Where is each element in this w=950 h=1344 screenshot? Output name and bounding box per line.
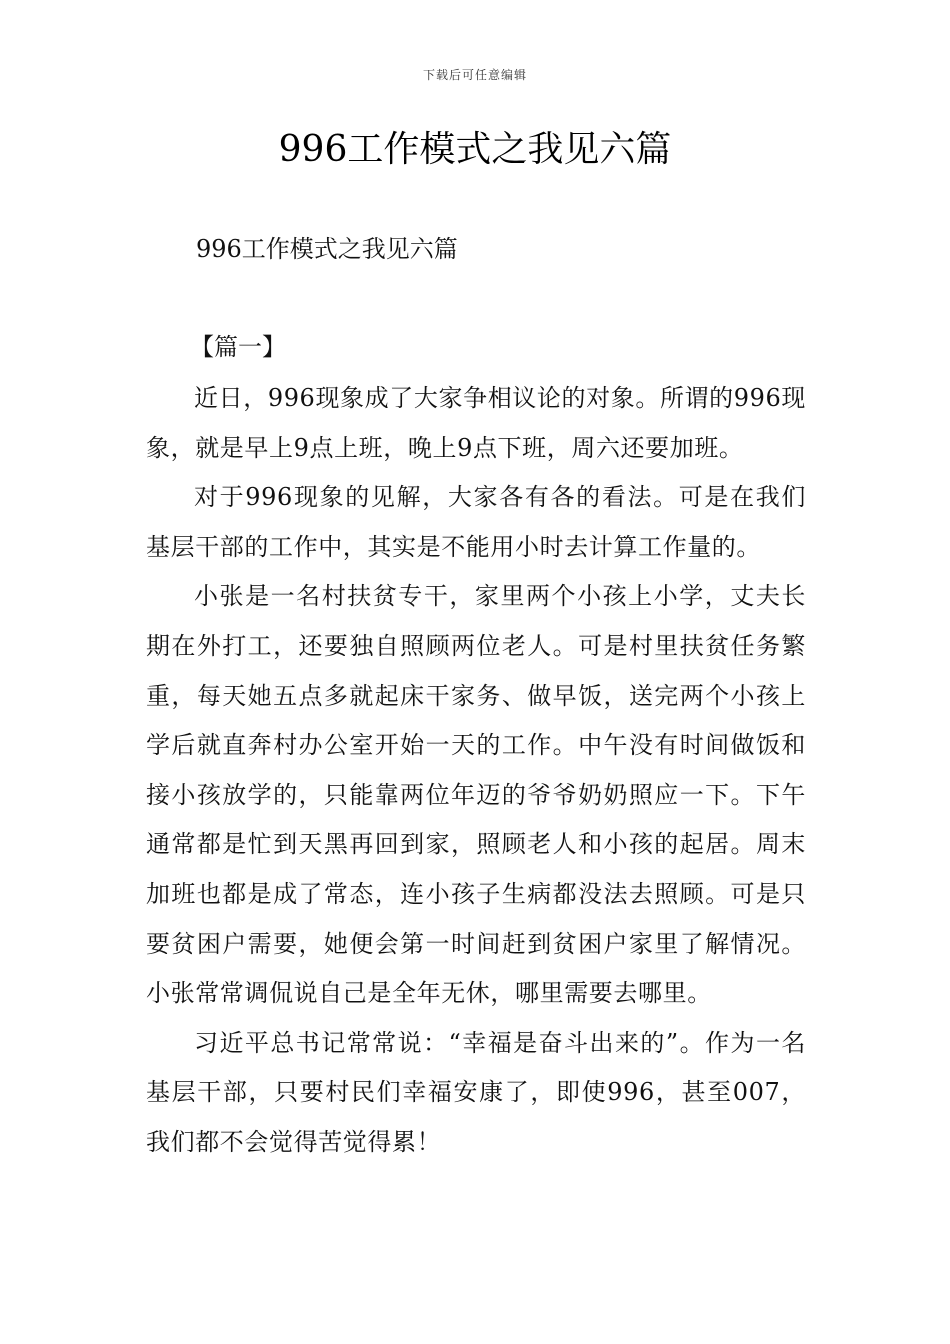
header-note: 下载后可任意编辑 <box>422 68 527 82</box>
document-title: 996工作模式之我见六篇 <box>278 129 672 170</box>
paragraph: 近日，996现象成了大家争相议论的对象。所谓的996现象，就是早上9点上班，晚上9点下班，周六还要加班。 <box>146 384 806 462</box>
paragraph: 小张是一名村扶贫专干，家里两个小孩上小学，丈夫长期在外打工，还要独自照顾两位老人。可是村里扶贫任务繁重，每天她五点多就起床干家务、做早饭，送完两个小孩上学后就直奔村办公室开始一天的工作。中午没有时间做饭和接小孩放学的，只能靠两位年迈的爷爷奶奶照应一下。下午通常都是忙到天黑再回到家，照顾老人和小孩的起居。周末加班也都是成了常态，连小孩子生病都没法去照顾。可是只要贫困户需要，她便会第一时间赶到贫困户家里了解情况。小张常常调侃说自己是全年无休，哪里需要去哪里。 <box>146 582 806 1008</box>
document-subtitle: 996工作模式之我见六篇 <box>196 235 458 263</box>
section-heading: 【篇一】 <box>190 333 286 361</box>
paragraph: 对于996现象的见解，大家各有各的看法。可是在我们基层干部的工作中，其实是不能用小时去计算工作量的。 <box>146 483 806 561</box>
paragraph: 习近平总书记常常说：“幸福是奋斗出来的”。作为一名基层干部，只要村民们幸福安康了，即使996，甚至007，我们都不会觉得苦觉得累！ <box>146 1028 806 1156</box>
body-text <box>146 374 806 1168</box>
